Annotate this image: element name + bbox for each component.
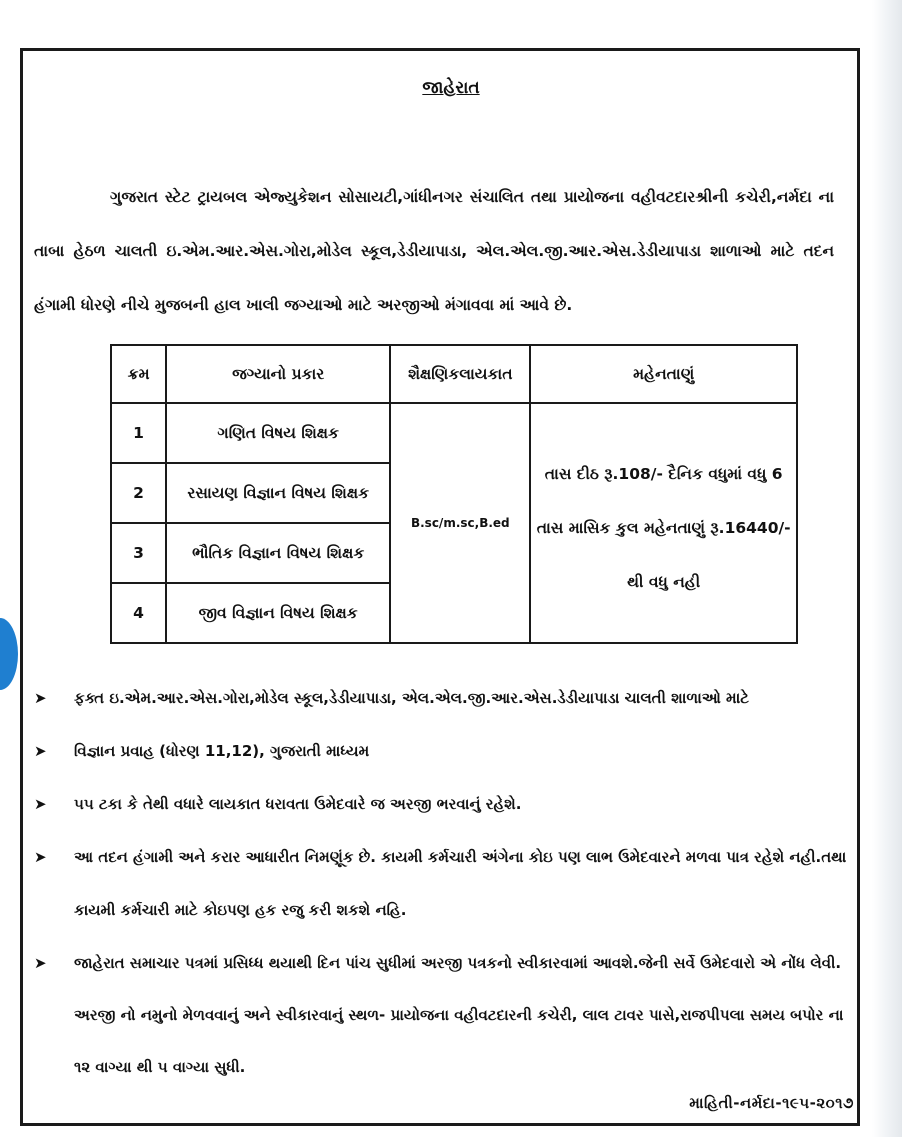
scroll-indicator-icon[interactable] [0,618,18,690]
header-qualification: શૈક્ષણિકલાયકાત [390,345,530,403]
qualification-cell: B.sc/m.sc,B.ed [390,403,530,643]
table-header-row [111,345,797,403]
note-text: આ તદન હંગામી અને કરાર આધારીત નિમણૂંક છે. કાયમી કર્મચારી અંગેના કોઇ પણ લાભ ઉમેદવારને મળવા પાત્ર રહેશે નહી.તથા કાયમી કર્મચારી માટે કોઇપણ હક રજુ કરી શકશે નહિ. [74,848,847,919]
arrow-bullet-icon: ➤ [34,848,47,866]
row-post: ભૌતિક વિજ્ઞાન વિષય શિક્ષક [166,523,390,583]
salary-cell: તાસ દીઠ રૂ.108/- દૈનિક વધુમાં વધુ 6 તાસ માસિક કુલ મહેનતાણું રૂ.16440/- થી વધુ નહી [530,403,797,643]
row-number: 4 [111,583,166,643]
list-item [30,672,850,725]
list-item [30,778,850,831]
row-post: રસાયણ વિજ્ઞાન વિષય શિક્ષક [166,463,390,523]
note-text: જાહેરાત સમાચાર પત્રમાં પ્રસિધ્ધ થયાથી દિન પાંચ સુધીમાં અરજી પત્રકનો સ્વીકારવામાં આવશે.જેની સર્વે ઉમેદવારો એ નોંધ લેવી. અરજી નો નમુનો મેળવવાનું અને સ્વીકારવાનું સ્થળ- પ્રાયોજના વહીવટદારની કચેરી, લાલ ટાવર પાસે,રાજપીપલા સમય બપોર ના ૧૨ વાગ્યા થી ૫ વાગ્યા સુધી. [74,954,844,1076]
row-post: જીવ વિજ્ઞાન વિષય શિક્ષક [166,583,390,643]
header-serial: ક્રમ [111,345,166,403]
note-text: ૫૫ ટકા કે તેથી વધારે લાયકાત ધરાવતા ઉમેદવારે જ અરજી ભરવાનું રહેશે. [74,795,522,813]
note-text: વિજ્ઞાન પ્રવાહ (ધોરણ 11,12), ગુજરાતી માધ્યમ [74,742,370,760]
conditions-list [30,672,850,1093]
arrow-bullet-icon: ➤ [34,795,47,813]
row-number: 1 [111,403,166,463]
header-salary: મહેનતાણું [530,345,797,403]
arrow-bullet-icon: ➤ [34,689,47,707]
header-post-type: જગ્યાનો પ્રકાર [166,345,390,403]
row-number: 3 [111,523,166,583]
intro-paragraph: ગુજરાત સ્ટેટ ટ્રાયબલ એજ્યુકેશન સોસાયટી,ગાંધીનગર સંચાલિત તથા પ્રાયોજના વહીવટદારશ્રીની કચેરી,નર્મદા ના તાબા હેઠળ ચાલતી ઇ.એમ.આર.એસ.ગોરા,મોડેલ સ્કૂલ,ડેડીયાપાડા, એલ.એલ.જી.આર.એસ.ડેડીયાપાડા શાળાઓ માટે તદન હંગામી ધોરણે નીચે મુજબની હાલ ખાલી જગ્યાઓ માટે અરજીઓ મંગાવવા માં આવે છે. [34,188,834,314]
arrow-bullet-icon: ➤ [34,954,47,972]
row-post: ગણિત વિષય શિક્ષક [166,403,390,463]
vacancy-table [110,344,798,644]
row-number: 2 [111,463,166,523]
list-item [30,937,850,1093]
note-text: ફક્ત ઇ.એમ.આર.એસ.ગોરા,મોડેલ સ્કૂલ,ડેડીયાપાડા, એલ.એલ.જી.આર.એસ.ડેડીયાપાડા ચાલતી શાળાઓ માટે [74,689,750,707]
list-item [30,725,850,778]
page-edge-shadow [872,0,902,1137]
list-item [30,831,850,937]
advertisement-title: જાહેરાત [422,78,480,98]
arrow-bullet-icon: ➤ [34,742,47,760]
release-number: માહિતી-નર્મદા-૧૯૫-૨૦૧૭ [689,1094,854,1112]
table-row [111,403,797,463]
